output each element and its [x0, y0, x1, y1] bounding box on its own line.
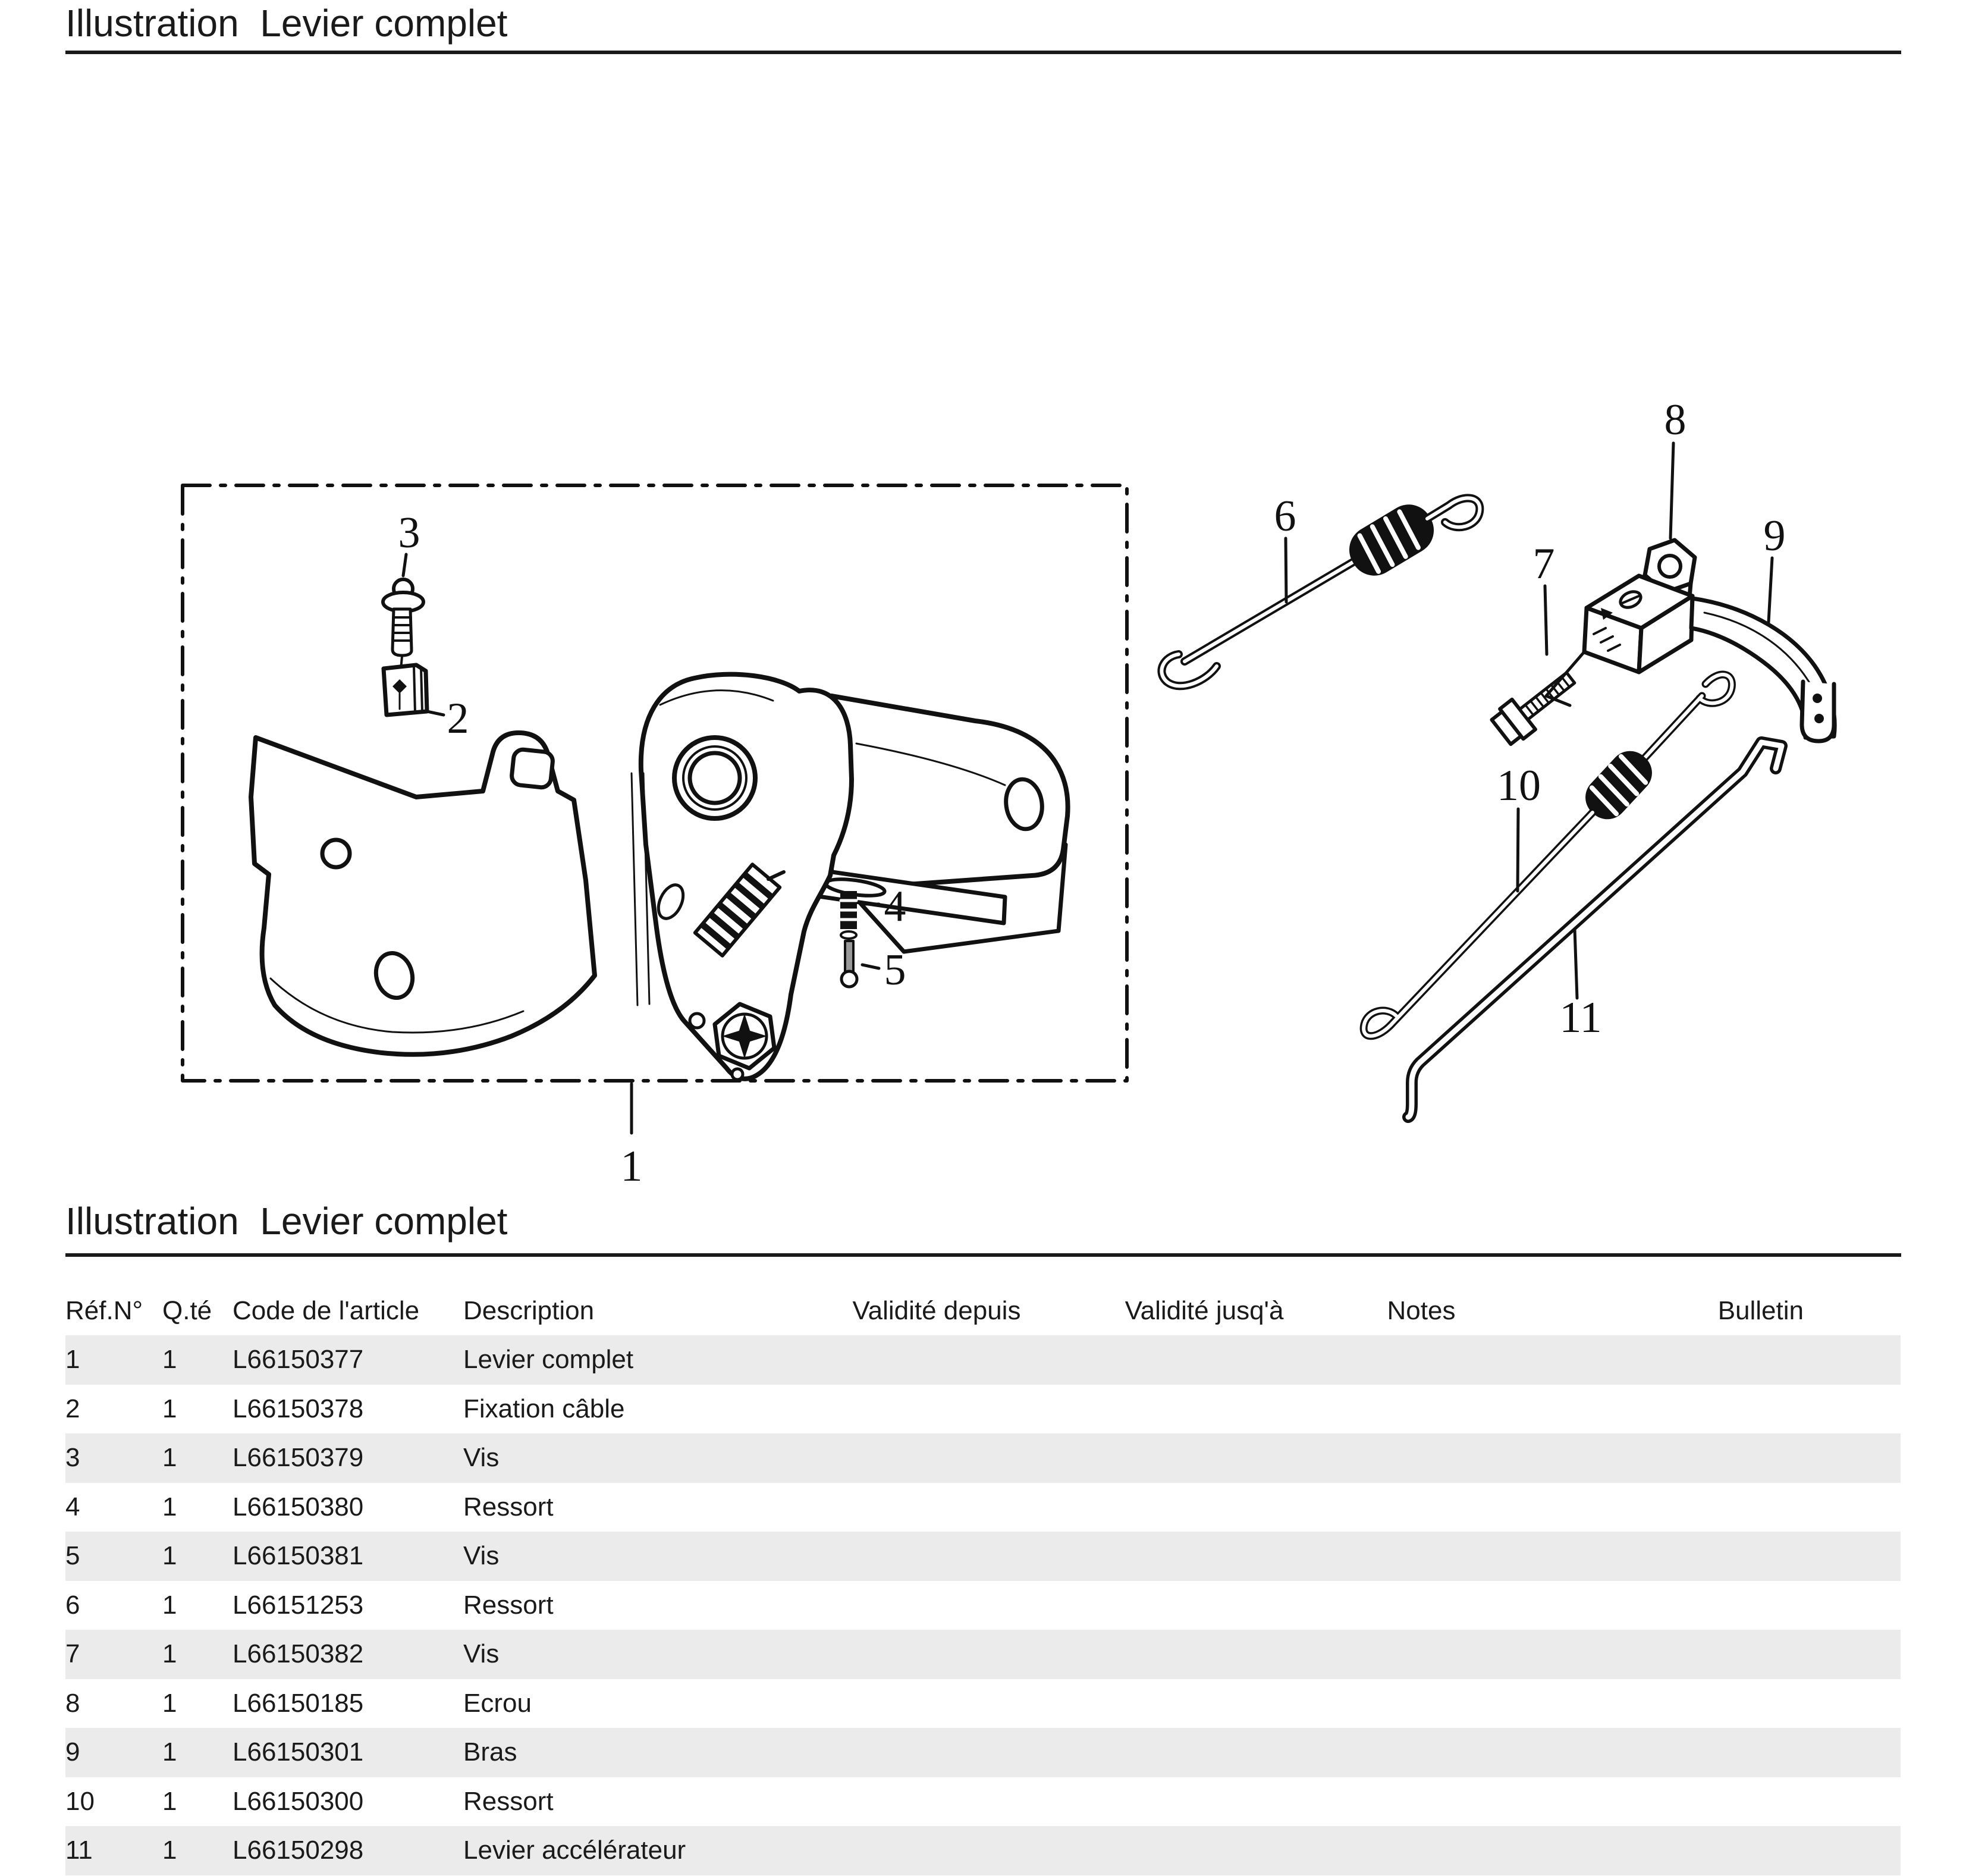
table-row[interactable] [65, 1679, 1901, 1728]
col-header-description: Description [463, 1296, 595, 1325]
cell-description: Levier accélérateur [463, 1836, 686, 1865]
cell-notes [1374, 1385, 1469, 1434]
cell-valid_from [838, 1581, 1035, 1630]
cell-qty: 1 [162, 1443, 177, 1473]
cell-qty: 1 [162, 1345, 177, 1375]
cell-bulletin [1469, 1433, 1901, 1483]
cell-ref: 11 [65, 1836, 93, 1865]
cell-qty: 1 [162, 1786, 177, 1816]
cell-valid_from [838, 1433, 1035, 1483]
cell-ref: 9 [65, 1737, 80, 1767]
part-10-spring [1364, 675, 1732, 1036]
callout-5: 5 [884, 946, 906, 995]
col-header-qty: Q.té [162, 1296, 212, 1325]
cell-code: L66150378 [233, 1394, 364, 1423]
cell-description: Vis [463, 1639, 500, 1669]
callout-11: 11 [1559, 993, 1602, 1042]
cell-valid_to [1035, 1532, 1374, 1581]
callout-2: 2 [447, 694, 469, 743]
part-5-screw [841, 941, 857, 987]
callout-1: 1 [620, 1142, 643, 1191]
section-rule [65, 1253, 1901, 1257]
section-title: Illustration Levier complet [65, 1200, 508, 1243]
cell-valid_to [1035, 1483, 1374, 1532]
cell-valid_to [1035, 1385, 1374, 1434]
cell-valid_to [1035, 1581, 1374, 1630]
table-row[interactable] [65, 1777, 1901, 1827]
cell-ref: 5 [65, 1541, 80, 1571]
cell-description: Ressort [463, 1492, 554, 1521]
table-row[interactable] [65, 1630, 1901, 1679]
col-header-bulletin: Bulletin [1717, 1296, 1804, 1325]
cell-valid_to [1035, 1826, 1374, 1875]
cell-bulletin [1469, 1385, 1901, 1434]
cell-qty: 1 [162, 1836, 177, 1865]
cell-code: L66150380 [233, 1492, 364, 1521]
cell-code: L66150381 [233, 1541, 364, 1571]
cell-bulletin [1469, 1728, 1901, 1777]
cell-ref: 1 [65, 1345, 80, 1375]
cell-notes [1374, 1433, 1469, 1483]
cell-valid_from [838, 1777, 1035, 1827]
plate-hole-upper [322, 840, 350, 867]
cell-valid_to [1035, 1630, 1374, 1679]
cell-bulletin [1469, 1630, 1901, 1679]
col-header-valid-to: Validité jusq'à [1125, 1296, 1284, 1325]
table-row[interactable] [65, 1433, 1901, 1483]
cell-valid_to [1035, 1335, 1374, 1385]
col-header-code: Code de l'article [233, 1296, 420, 1325]
cell-valid_from [838, 1335, 1035, 1385]
cell-code: L66150298 [233, 1836, 364, 1865]
cell-bulletin [1469, 1335, 1901, 1385]
cell-description: Vis [463, 1443, 500, 1473]
cell-valid_from [838, 1532, 1035, 1581]
page-title: Illustration Levier complet [65, 2, 508, 45]
callout-9: 9 [1763, 512, 1786, 560]
cell-description: Ressort [463, 1590, 554, 1620]
cell-ref: 8 [65, 1688, 80, 1718]
cell-bulletin [1469, 1777, 1901, 1827]
cell-notes [1374, 1728, 1469, 1777]
callout-4: 4 [884, 882, 906, 931]
cell-valid_to [1035, 1679, 1374, 1728]
col-header-notes: Notes [1387, 1296, 1456, 1325]
part-6-spring [1161, 495, 1480, 686]
cell-notes [1374, 1777, 1469, 1827]
cell-qty: 1 [162, 1541, 177, 1571]
cell-description: Levier complet [463, 1345, 634, 1375]
callout-6: 6 [1274, 492, 1296, 541]
callout-3: 3 [398, 509, 420, 557]
cell-notes [1374, 1679, 1469, 1728]
col-header-valid-from: Validité depuis [852, 1296, 1021, 1325]
cell-ref: 3 [65, 1443, 80, 1473]
callout-8: 8 [1664, 396, 1687, 444]
cell-code: L66150185 [233, 1688, 364, 1718]
cell-valid_from [838, 1385, 1035, 1434]
cell-qty: 1 [162, 1492, 177, 1521]
col-header-ref: Réf.N° [65, 1296, 143, 1325]
cell-ref: 7 [65, 1639, 80, 1669]
cell-qty: 1 [162, 1394, 177, 1423]
table-header-row [65, 1259, 1901, 1335]
cell-ref: 10 [65, 1786, 95, 1816]
cell-qty: 1 [162, 1639, 177, 1669]
part-3-screw [383, 579, 423, 676]
cell-valid_from [838, 1728, 1035, 1777]
table-row[interactable] [65, 1335, 1901, 1385]
cell-qty: 1 [162, 1590, 177, 1620]
part-4-spring [840, 891, 857, 939]
cell-valid_from [838, 1679, 1035, 1728]
part-1-lever-assembly [251, 675, 1068, 1080]
cell-notes [1374, 1335, 1469, 1385]
cell-code: L66150379 [233, 1443, 364, 1473]
cell-bulletin [1469, 1581, 1901, 1630]
cell-notes [1374, 1826, 1469, 1875]
cell-code: L66150377 [233, 1345, 364, 1375]
cell-ref: 4 [65, 1492, 80, 1521]
cell-valid_to [1035, 1728, 1374, 1777]
cell-valid_to [1035, 1433, 1374, 1483]
callout-10: 10 [1497, 761, 1541, 810]
cell-description: Fixation câble [463, 1394, 625, 1423]
lever-boss-bore [690, 753, 740, 803]
cell-bulletin [1469, 1483, 1901, 1532]
table-row[interactable] [65, 1385, 1901, 1434]
cell-qty: 1 [162, 1688, 177, 1718]
cell-description: Bras [463, 1737, 517, 1767]
cell-code: L66150301 [233, 1737, 364, 1767]
cell-code: L66150300 [233, 1786, 364, 1816]
cell-valid_from [838, 1483, 1035, 1532]
cell-description: Ecrou [463, 1688, 532, 1718]
callout-numbers [398, 396, 1786, 1191]
cell-notes [1374, 1483, 1469, 1532]
table-row[interactable] [65, 1483, 1901, 1532]
cell-bulletin [1469, 1532, 1901, 1581]
cell-code: L66150382 [233, 1639, 364, 1669]
cell-bulletin [1469, 1826, 1901, 1875]
callout-7: 7 [1532, 539, 1555, 588]
cell-notes [1374, 1532, 1469, 1581]
cell-ref: 2 [65, 1394, 80, 1423]
cell-valid_from [838, 1826, 1035, 1875]
cell-notes [1374, 1581, 1469, 1630]
table-row[interactable] [65, 1728, 1901, 1777]
part-2-cable-clamp [384, 665, 427, 715]
cell-qty: 1 [162, 1737, 177, 1767]
cell-ref: 6 [65, 1590, 80, 1620]
cell-notes [1374, 1630, 1469, 1679]
cell-description: Ressort [463, 1786, 554, 1816]
table-row[interactable] [65, 1581, 1901, 1630]
cell-code: L66151253 [233, 1590, 364, 1620]
part-9-arm [1546, 576, 1835, 741]
table-row[interactable] [65, 1532, 1901, 1581]
cell-valid_from [838, 1630, 1035, 1679]
cell-valid_to [1035, 1777, 1374, 1827]
cell-description: Vis [463, 1541, 500, 1571]
parts-table [65, 1259, 1901, 1875]
plate-tab-hole [511, 749, 554, 789]
cell-bulletin [1469, 1679, 1901, 1728]
table-row[interactable] [65, 1826, 1901, 1875]
